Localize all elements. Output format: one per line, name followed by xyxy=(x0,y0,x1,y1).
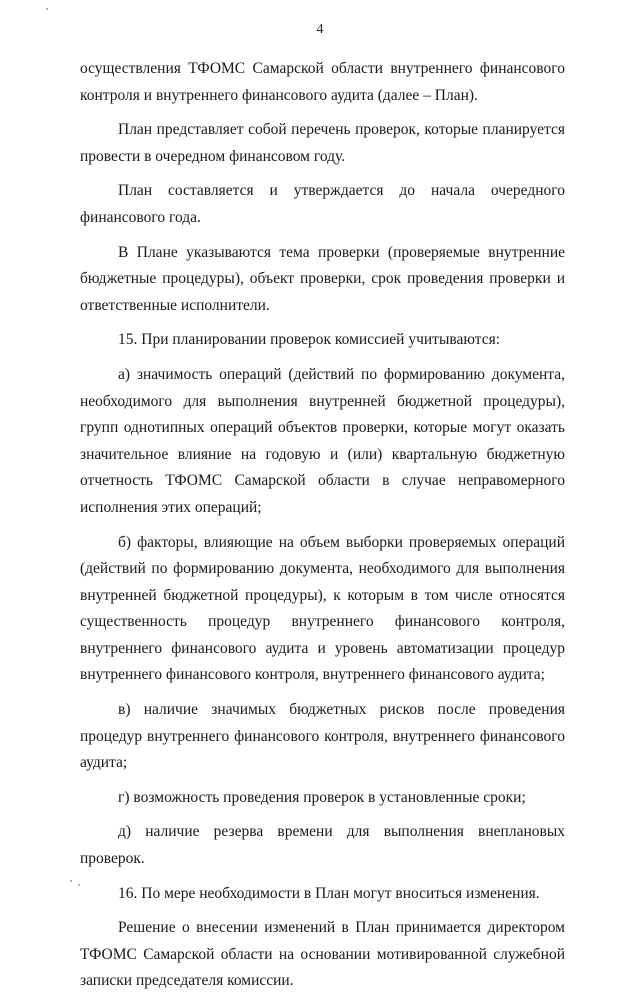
clause-15-item-g: г) возможность проведения проверок в установленные сроки; xyxy=(118,788,526,806)
page-number: 4 xyxy=(316,22,324,37)
scan-speck xyxy=(70,880,72,882)
paragraph-plan-changes: Решение о внесении изменений в План принимается директором ТФОМС Самарской области на основании мотивированной служебной записки председателя комиссии. xyxy=(80,919,565,990)
clause-15-item-v: в) наличие значимых бюджетных рисков после проведения процедур внутреннего финансового контроля, внутреннего финансового аудита; xyxy=(80,701,565,772)
clause-15-item-b: б) факторы, влияющие на объем выборки проверяемых операций (действий по формированию документа, необходимого для выполнения внутренней бюджетной процедуры), к которым в том числе относятся существенность процедур внутреннего финансового контроля, внутреннего финансового аудита и уровень автоматизации процедур внутреннего финансового контроля, внутреннего финансового аудита; xyxy=(80,533,565,684)
clause-16: 16. По мере необходимости в План могут вноситься изменения. xyxy=(118,884,540,902)
document-body xyxy=(80,56,565,995)
paragraph-plan-approval: План составляется и утверждается до начала очередного финансового года. xyxy=(80,182,565,226)
paragraph-plan-definition: План представляет собой перечень проверок, которые планируется провести в очередном финансовом году. xyxy=(80,121,565,165)
clause-15-heading: 15. При планировании проверок комиссией учитываются: xyxy=(118,331,501,349)
paragraph-plan-contents: В Плане указываются тема проверки (проверяемые внутренние бюджетные процедуры), объект проверки, срок проведения проверки и ответственные исполнители. xyxy=(80,243,565,314)
clause-15-item-d: д) наличие резерва времени для выполнения внеплановых проверок. xyxy=(80,823,565,868)
paragraph-continuation: осуществления ТФОМС Самарской области внутреннего финансового контроля и внутреннего финансового аудита (далее – План). xyxy=(80,60,565,104)
scan-speck xyxy=(46,8,48,10)
clause-15-item-a: а) значимость операций (действий по формированию документа, необходимого для выполнения внутренней бюджетной процедуры), групп однотипных операций объектов проверки, которые могут оказать значительное влияние на годовую и (или) квартальную бюджетную отчетность ТФОМС Самарской области в случае неправомерного исполнения этих операций; xyxy=(80,365,565,516)
